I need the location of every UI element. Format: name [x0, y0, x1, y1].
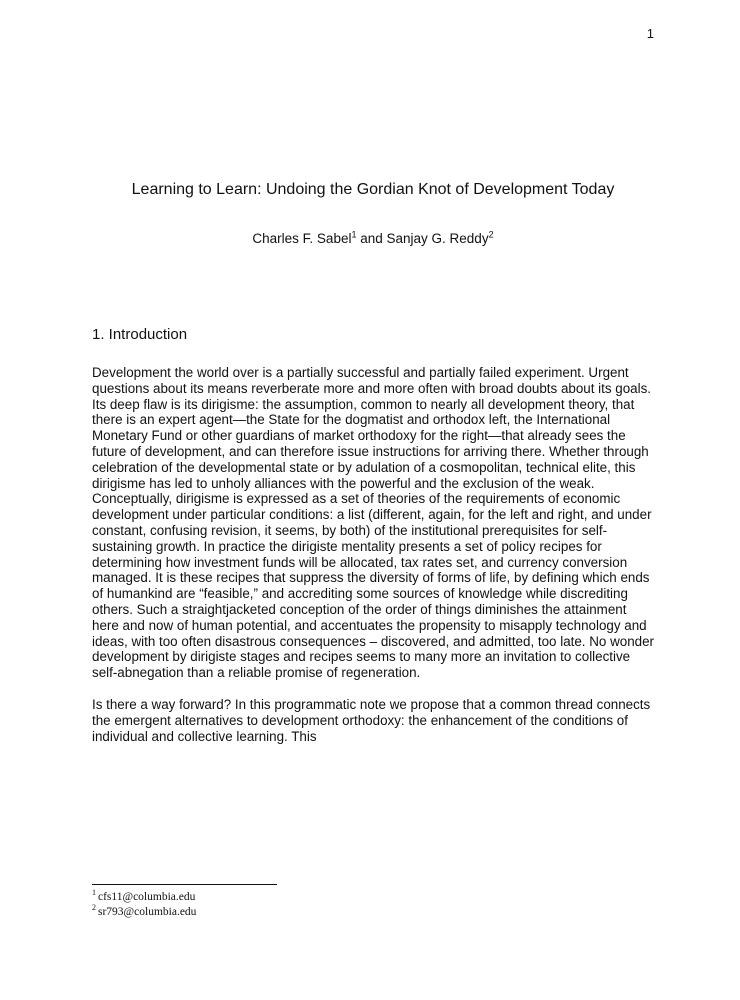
author-1-name: Charles F. Sabel [252, 231, 352, 246]
paper-title: Learning to Learn: Undoing the Gordian Knot of Development Today [131, 181, 615, 198]
footnote-1-text: cfs11@columbia.edu [98, 891, 196, 903]
author-1-footnote-ref: 1 [351, 229, 357, 240]
footnote-2-marker: 2 [92, 903, 96, 913]
paragraph-1: Development the world over is a partially successful and partially failed experiment. Urgent questions about its means reverberate more and more often with broad doubts about its goals. Its deep flaw is its dirigisme: the assumption, common to nearly all development theory, that there is an expert agent—the State for the dogmatist and orthodox left, the International Monetary Fund or other guardians of market orthodoxy for the right—that already sees the future of development, and can therefore issue instructions for arriving there. Whether through celebration of the developmental state or by adulation of a cosmopolitan, technical elite, this dirigisme has led to unholy alliances with the powerful and the exclusion of the weak. Conceptually, dirigisme is expressed as a set of theories of the requirements of economic development under particular conditions: a list (different, again, for the left and right, and under constant, confusing revision, it seems, by both) of the institutional prerequisites for self-sustaining growth. In practice the dirigiste mentality presents a set of policy recipes for determining how investment funds will be allocated, tax rates set, and currency conversion managed. It is these recipes that suppress the diversity of forms of life, by defining which ends of humankind are “feasible,” and accrediting some sources of knowledge while discrediting others. Such a straightjacketed conception of the order of things diminishes the attainment here and now of human potential, and accentuates the propensity to misapply technology and ideas, with too often disastrous consequences – discovered, and admitted, too late. No wonder development by dirigiste stages and recipes seems to many more an invitation to collective self-abnegation than a reliable promise of regeneration. [92, 365, 655, 681]
section-heading-introduction: 1. Introduction [92, 326, 188, 343]
footnote-area [92, 884, 652, 920]
page-number: 1 [646, 26, 654, 41]
author-2-name: Sanjay G. Reddy [386, 231, 489, 246]
authors-line [92, 231, 654, 246]
footnote-1-marker: 1 [92, 888, 96, 898]
footnote-2-text: sr793@columbia.edu [98, 906, 197, 918]
footnote-divider [92, 884, 277, 885]
footnote-1 [92, 890, 652, 905]
paragraph-2: Is there a way forward? In this programmatic note we propose that a common thread connects the emergent alternatives to development orthodoxy: the enhancement of the conditions of individual and collective learning. This [92, 696, 651, 744]
authors-separator: and [356, 231, 387, 246]
footnote-2 [92, 905, 652, 920]
author-2-footnote-ref: 2 [488, 229, 494, 240]
